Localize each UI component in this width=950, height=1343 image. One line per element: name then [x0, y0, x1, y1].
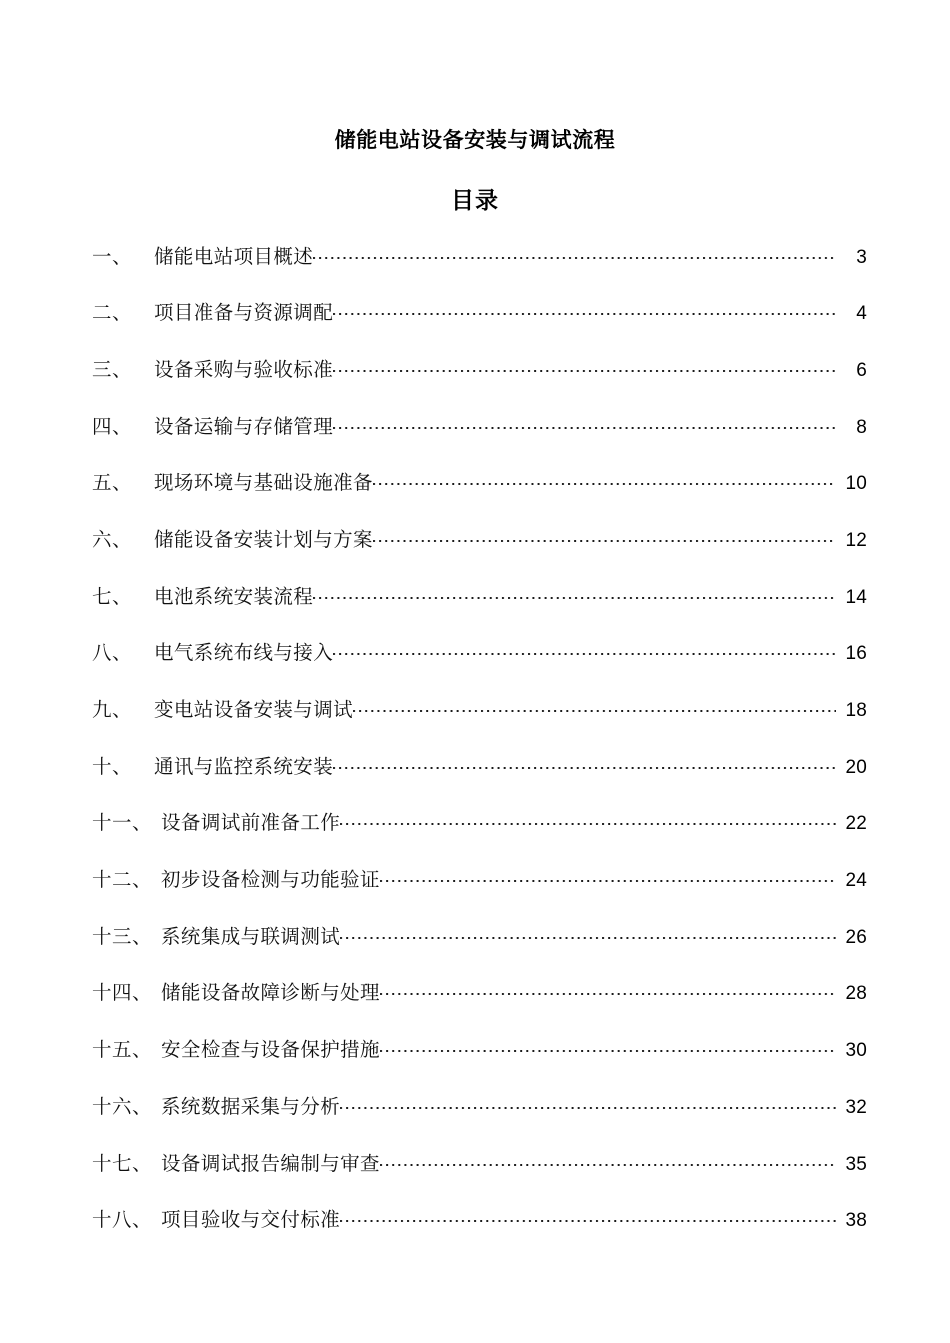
toc-entry-page-number: 14: [845, 586, 867, 608]
toc-entry[interactable]: [92, 300, 867, 357]
toc-entry-page-number: 22: [845, 813, 867, 835]
toc-entry[interactable]: [92, 583, 867, 640]
toc-entry-number: 十三、: [92, 926, 153, 948]
toc-entry-number: 十七、: [92, 1153, 153, 1175]
toc-entry-page-number: 32: [845, 1096, 867, 1118]
toc-entry-page-number: 10: [845, 473, 867, 495]
toc-entry[interactable]: [92, 470, 867, 527]
toc-dot-leader: [333, 300, 836, 320]
toc-entry-label: 储能设备故障诊断与处理: [161, 983, 380, 1005]
toc-entry-number: 二、: [92, 303, 133, 325]
toc-entry-label: 项目验收与交付标准: [161, 1210, 341, 1232]
toc-entry-label: 设备调试前准备工作: [161, 813, 341, 835]
toc-dot-leader: [353, 697, 836, 717]
toc-entry-page-number: 3: [856, 246, 867, 268]
toc-entry-page-number: 35: [845, 1153, 867, 1175]
toc-entry[interactable]: [92, 753, 867, 810]
toc-entry[interactable]: [92, 923, 867, 980]
toc-dot-leader: [373, 526, 836, 546]
toc-entry[interactable]: [92, 1207, 867, 1264]
toc-entry-number: 六、: [92, 529, 133, 551]
toc-entry-page-number: 28: [845, 983, 867, 1005]
toc-entry[interactable]: [92, 243, 867, 300]
toc-entry-number: 八、: [92, 643, 133, 665]
toc-entry-number: 一、: [92, 246, 133, 268]
toc-entry[interactable]: [92, 640, 867, 697]
toc-entry-page-number: 16: [845, 643, 867, 665]
document-title: 储能电站设备安装与调试流程: [334, 129, 616, 152]
toc-entry-page-number: 8: [856, 416, 867, 438]
toc-entry-page-number: 4: [856, 303, 867, 325]
toc-entry-number: 四、: [92, 416, 133, 438]
toc-entry-page-number: 12: [845, 529, 867, 551]
table-of-contents: [92, 243, 867, 1263]
toc-entry-number: 十二、: [92, 870, 153, 892]
toc-entry[interactable]: [92, 526, 867, 583]
toc-entry-number: 七、: [92, 586, 133, 608]
toc-dot-leader: [313, 583, 836, 603]
toc-entry-label: 电池系统安装流程: [154, 586, 314, 608]
toc-dot-leader: [340, 1207, 836, 1227]
toc-entry-label: 储能设备安装计划与方案: [154, 529, 373, 551]
toc-entry-number: 十八、: [92, 1210, 153, 1232]
toc-entry[interactable]: [92, 810, 867, 867]
toc-entry[interactable]: [92, 1150, 867, 1207]
toc-dot-leader: [313, 243, 836, 263]
toc-entry-number: 十一、: [92, 813, 153, 835]
toc-entry-page-number: 26: [845, 926, 867, 948]
toc-entry-number: 九、: [92, 700, 133, 721]
toc-entry-label: 初步设备检测与功能验证: [161, 870, 380, 892]
toc-entry[interactable]: [92, 413, 867, 470]
toc-entry-number: 十、: [92, 756, 133, 778]
toc-entry-label: 电气系统布线与接入: [154, 643, 334, 665]
toc-entry[interactable]: [92, 867, 867, 924]
toc-dot-leader: [380, 1037, 836, 1057]
toc-entry-label: 设备运输与存储管理: [154, 416, 334, 438]
toc-entry[interactable]: [92, 980, 867, 1037]
toc-entry-label: 项目准备与资源调配: [154, 303, 334, 325]
toc-entry-label: 变电站设备安装与调试: [154, 700, 354, 721]
toc-entry[interactable]: [92, 1037, 867, 1094]
toc-entry-page-number: 20: [845, 756, 867, 778]
toc-entry-number: 五、: [92, 473, 133, 495]
toc-entry-label: 设备调试报告编制与审查: [161, 1153, 380, 1175]
toc-entry-page-number: 30: [845, 1040, 867, 1062]
toc-dot-leader: [333, 640, 836, 660]
toc-heading: 目录: [451, 187, 499, 213]
toc-entry-label: 系统集成与联调测试: [161, 926, 341, 948]
toc-entry-page-number: 38: [845, 1210, 867, 1232]
toc-dot-leader: [340, 810, 836, 830]
toc-entry-label: 现场环境与基础设施准备: [154, 473, 373, 495]
toc-entry-number: 十五、: [92, 1040, 153, 1062]
toc-entry-number: 三、: [92, 359, 133, 381]
toc-entry[interactable]: [92, 1093, 867, 1150]
toc-entry-label: 通讯与监控系统安装: [154, 756, 334, 778]
toc-dot-leader: [333, 356, 836, 376]
toc-entry-label: 系统数据采集与分析: [161, 1096, 341, 1118]
toc-dot-leader: [340, 1093, 836, 1113]
toc-dot-leader: [333, 753, 836, 773]
toc-entry-label: 安全检查与设备保护措施: [161, 1040, 380, 1062]
toc-dot-leader: [373, 470, 836, 490]
toc-entry[interactable]: [92, 356, 867, 413]
toc-entry-number: 十四、: [92, 983, 153, 1005]
toc-entry-page-number: 18: [845, 700, 867, 721]
toc-entry-label: 储能电站项目概述: [154, 246, 314, 268]
toc-dot-leader: [340, 923, 836, 943]
toc-entry[interactable]: [92, 697, 867, 754]
toc-dot-leader: [380, 980, 836, 1000]
toc-entry-number: 十六、: [92, 1096, 153, 1118]
toc-dot-leader: [380, 867, 836, 887]
toc-entry-page-number: 24: [845, 870, 867, 892]
toc-entry-label: 设备采购与验收标准: [154, 359, 334, 381]
toc-entry-page-number: 6: [856, 359, 867, 381]
toc-dot-leader: [333, 413, 836, 433]
toc-dot-leader: [380, 1150, 836, 1170]
